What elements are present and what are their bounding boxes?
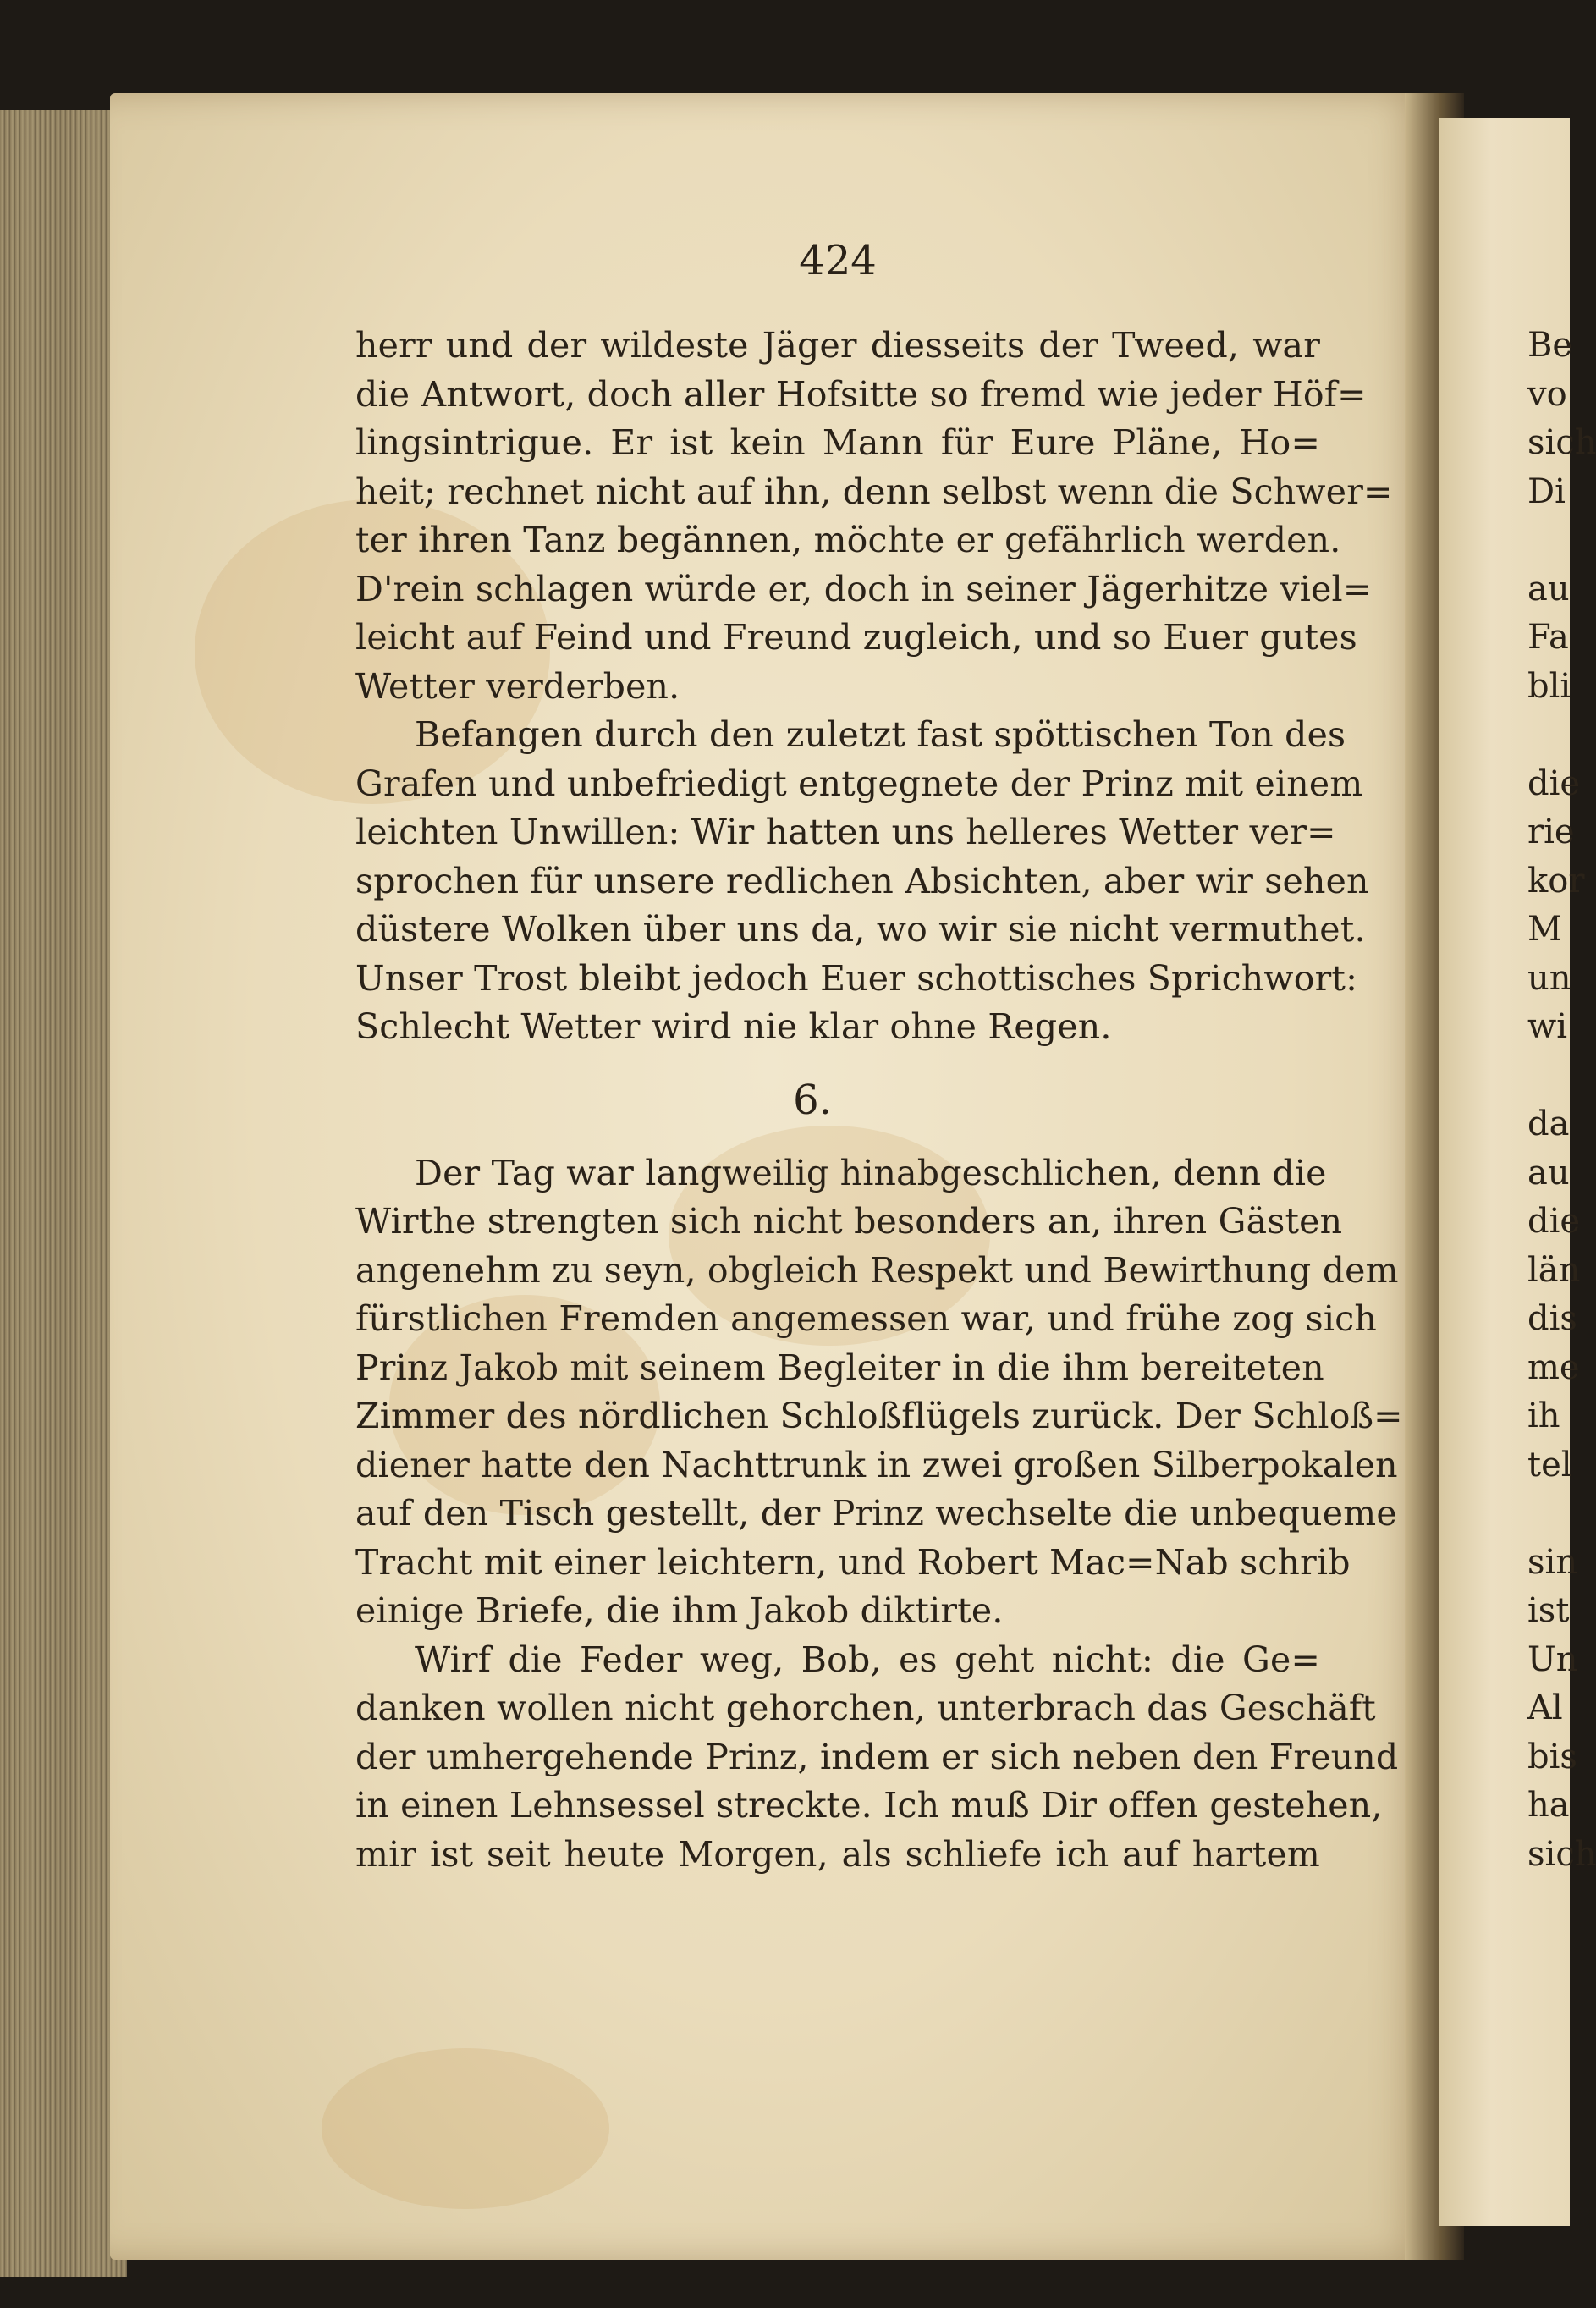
text-line: herr und der wildeste Jäger diesseits der Tweed, war [355, 325, 1320, 366]
text-line: D'rein schlagen würde er, doch in seiner Jägerhitze viel= [355, 568, 1373, 609]
facing-fragment: sich [1527, 423, 1596, 462]
text-line: heit; rechnet nicht auf ihn, denn selbst wenn die Schwer= [355, 471, 1393, 512]
text-line: Zimmer des nördlichen Schloßflügels zurück. Der Schloß= [355, 1396, 1403, 1436]
text-line: angenehm zu seyn, obgleich Respekt und Bewirthung dem [355, 1249, 1399, 1291]
facing-fragment: Fa [1527, 618, 1569, 657]
facing-fragment: au [1527, 569, 1570, 609]
text-line: einige Briefe, die ihm Jakob diktirte. [355, 1590, 1004, 1631]
text-line: sprochen für unsere redlichen Absichten, aber wir sehen [355, 860, 1369, 901]
facing-fragment: dis [1527, 1299, 1577, 1338]
text-line: die Antwort, doch aller Hofsitte so fremd wie jeder Höf= [355, 373, 1367, 415]
facing-fragment: me [1527, 1347, 1580, 1387]
facing-fragment: ist [1527, 1591, 1570, 1630]
page-number: 424 [799, 237, 877, 284]
facing-fragment: wi [1527, 1007, 1568, 1046]
text-line: Schlecht Wetter wird nie klar ohne Regen. [355, 1006, 1112, 1047]
text-line: mir ist seit heute Morgen, als schliefe ich auf hartem [355, 1833, 1320, 1875]
facing-fragment: ha [1527, 1786, 1570, 1825]
text-line: Prinz Jakob mit seinem Begleiter in die ihm bereiteten [355, 1347, 1324, 1388]
facing-fragment: M [1527, 910, 1562, 949]
facing-fragment: Un [1527, 1639, 1578, 1679]
text-line: leichten Unwillen: Wir hatten uns helleres Wetter ver= [355, 812, 1336, 852]
facing-fragment: da [1527, 1104, 1570, 1143]
text-line: Befangen durch den zuletzt fast spöttischen Ton des [415, 714, 1346, 755]
facing-fragment: die [1527, 763, 1581, 803]
facing-fragment: ih [1527, 1396, 1560, 1435]
text-line: Grafen und unbefriedigt entgegnete der Prinz mit einem [355, 763, 1363, 804]
text-line: Unser Trost bleibt jedoch Euer schottisches Sprichwort: [355, 957, 1358, 999]
facing-fragment-gap [1527, 1490, 1570, 1539]
facing-fragment: sin [1527, 1542, 1578, 1582]
facing-fragment: kor [1527, 861, 1585, 901]
facing-fragment-gap [1527, 1052, 1570, 1101]
book-page-edges [0, 110, 127, 2277]
text-line: düstere Wolken über uns da, wo wir sie nicht vermuthet. [355, 909, 1366, 950]
text-line: Wetter verderben. [355, 665, 680, 707]
text-line: auf den Tisch gestellt, der Prinz wechselte die unbequeme [355, 1493, 1397, 1534]
text-line: Wirf die Feder weg, Bob, es geht nicht: die Ge= [415, 1639, 1320, 1680]
text-line: fürstlichen Fremden angemessen war, und frühe zog sich [355, 1298, 1377, 1339]
text-line: diener hatte den Nachttrunk in zwei großen Silberpokalen [355, 1444, 1398, 1485]
facing-fragment-gap [1527, 711, 1570, 760]
facing-fragment: Al [1527, 1688, 1563, 1727]
text-line: Wirthe strengten sich nicht besonders an, ihren Gästen [355, 1201, 1343, 1242]
facing-fragment: bis [1527, 1737, 1577, 1776]
text-line: in einen Lehnsessel streckte. Ich muß Dir offen gestehen, [355, 1785, 1383, 1826]
text-line: der umhergehende Prinz, indem er sich neben den Freund [355, 1736, 1399, 1777]
facing-fragment: bli [1527, 666, 1571, 706]
text-line: Tracht mit einer leichtern, und Robert Mac=Nab schrib [355, 1541, 1351, 1583]
facing-page-fragments [1527, 322, 1596, 1879]
page-text [355, 322, 1403, 1879]
facing-fragment: sich [1527, 1834, 1596, 1874]
facing-fragment: Be [1527, 326, 1573, 365]
section-heading: 6. [793, 1076, 832, 1124]
facing-fragment: Di [1527, 471, 1566, 511]
paper-stain [322, 2048, 609, 2209]
facing-fragment-gap [1527, 516, 1570, 565]
text-line: Der Tag war langweilig hinabgeschlichen, denn die [415, 1152, 1327, 1193]
facing-fragment: tel [1527, 1445, 1572, 1485]
facing-fragment: die [1527, 1202, 1581, 1241]
facing-fragment: un [1527, 958, 1571, 998]
text-line: ter ihren Tanz begännen, möchte er gefährlich werden. [355, 520, 1341, 560]
text-line: danken wollen nicht gehorchen, unterbrach das Geschäft [355, 1688, 1376, 1728]
facing-fragment: län [1527, 1250, 1581, 1290]
facing-fragment: au [1527, 1153, 1570, 1193]
text-line: lingsintrigue. Er ist kein Mann für Eure Pläne, Ho= [355, 422, 1320, 463]
text-line: leicht auf Feind und Freund zugleich, und so Euer gutes [355, 617, 1357, 658]
facing-fragment: rie [1527, 812, 1575, 851]
facing-fragment: vo [1527, 374, 1567, 414]
